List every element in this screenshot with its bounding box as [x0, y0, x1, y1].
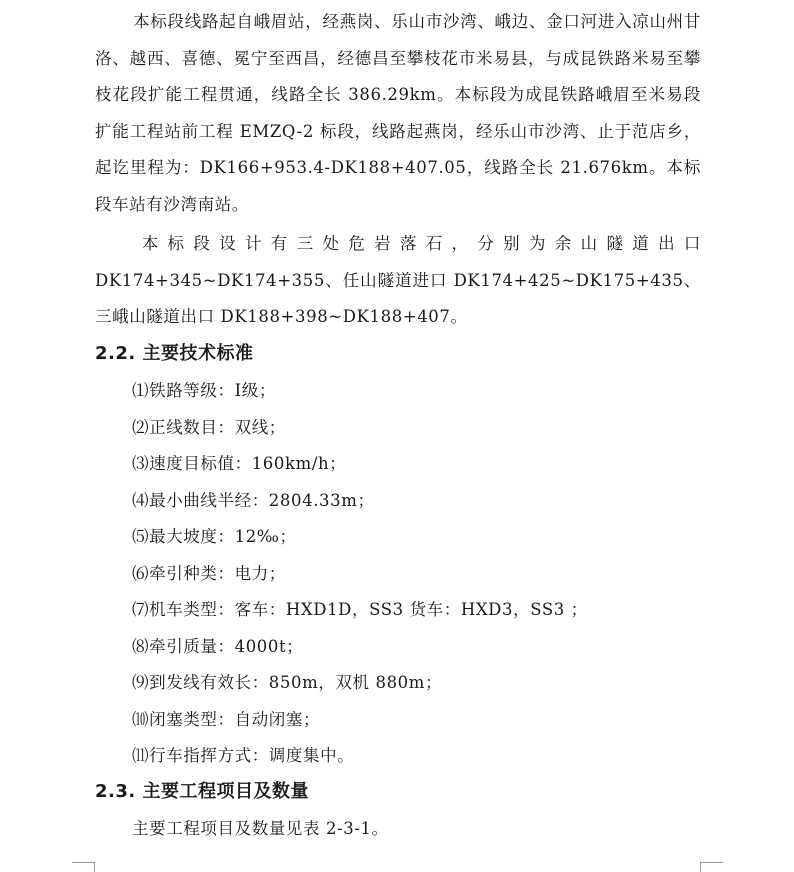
list-item: ⑻牵引质量：4000t；: [132, 636, 304, 656]
list-item: ⑾行车指挥方式：调度集中。: [132, 746, 355, 765]
technical-standards-list: [132, 373, 588, 775]
list-item: ⑹牵引种类：电力；: [132, 563, 286, 583]
section-heading-technical-standards: 2.2. 主要技术标准: [95, 343, 254, 364]
list-item: ⑴铁路等级：Ⅰ级；: [132, 381, 276, 400]
list-item: ⑺机车类型：客车：HXD1D，SS3 货车：HXD3，SS3 ；: [132, 600, 588, 619]
main-works-text: 主要工程项目及数量见表 2-3-1。: [132, 819, 389, 838]
paragraph-route-description: [95, 4, 701, 223]
list-item: ⑼到发线有效长：850m，双机 880m；: [132, 673, 443, 692]
section-heading-main-works: 2.3. 主要工程项目及数量: [95, 781, 309, 802]
list-item: ⑸最大坡度：12‰；: [132, 527, 297, 546]
paragraph-rockfall-description: [95, 226, 701, 336]
list-item: ⑶速度目标值：160km/h；: [132, 454, 347, 473]
paragraph-route-text: 本标段线路起自峨眉站，经燕岗、乐山市沙湾、峨边、金口河进入凉山州甘洛、越西、喜德、冕宁至西昌，经德昌至攀枝花市米易县，与成昆铁路米易至攀枝花段扩能工程贯通，线路全长 386.29km。本标段为成昆铁路峨眉至米易段扩能工程站前工程 EMZQ-2 标段，线路起燕岗，经乐山市沙湾、止于范店乡，起讫里程为：DK166+953.4-DK188+407.05，线路全长 21.676km。本标段车站有沙湾南站。: [95, 12, 701, 214]
list-item: ⑽闭塞类型：自动闭塞；: [132, 709, 321, 729]
list-item: ⑷最小曲线半经：2804.33m；: [132, 490, 375, 510]
list-item: ⑵正线数目：双线；: [132, 417, 286, 437]
paragraph-rockfall-text: 本标段设计有三处危岩落石，分别为余山隧道出口 DK174+345~DK174+355、任山隧道进口 DK174+425~DK175+435、三峨山隧道出口 DK188+398~DK188+407。: [95, 234, 701, 326]
